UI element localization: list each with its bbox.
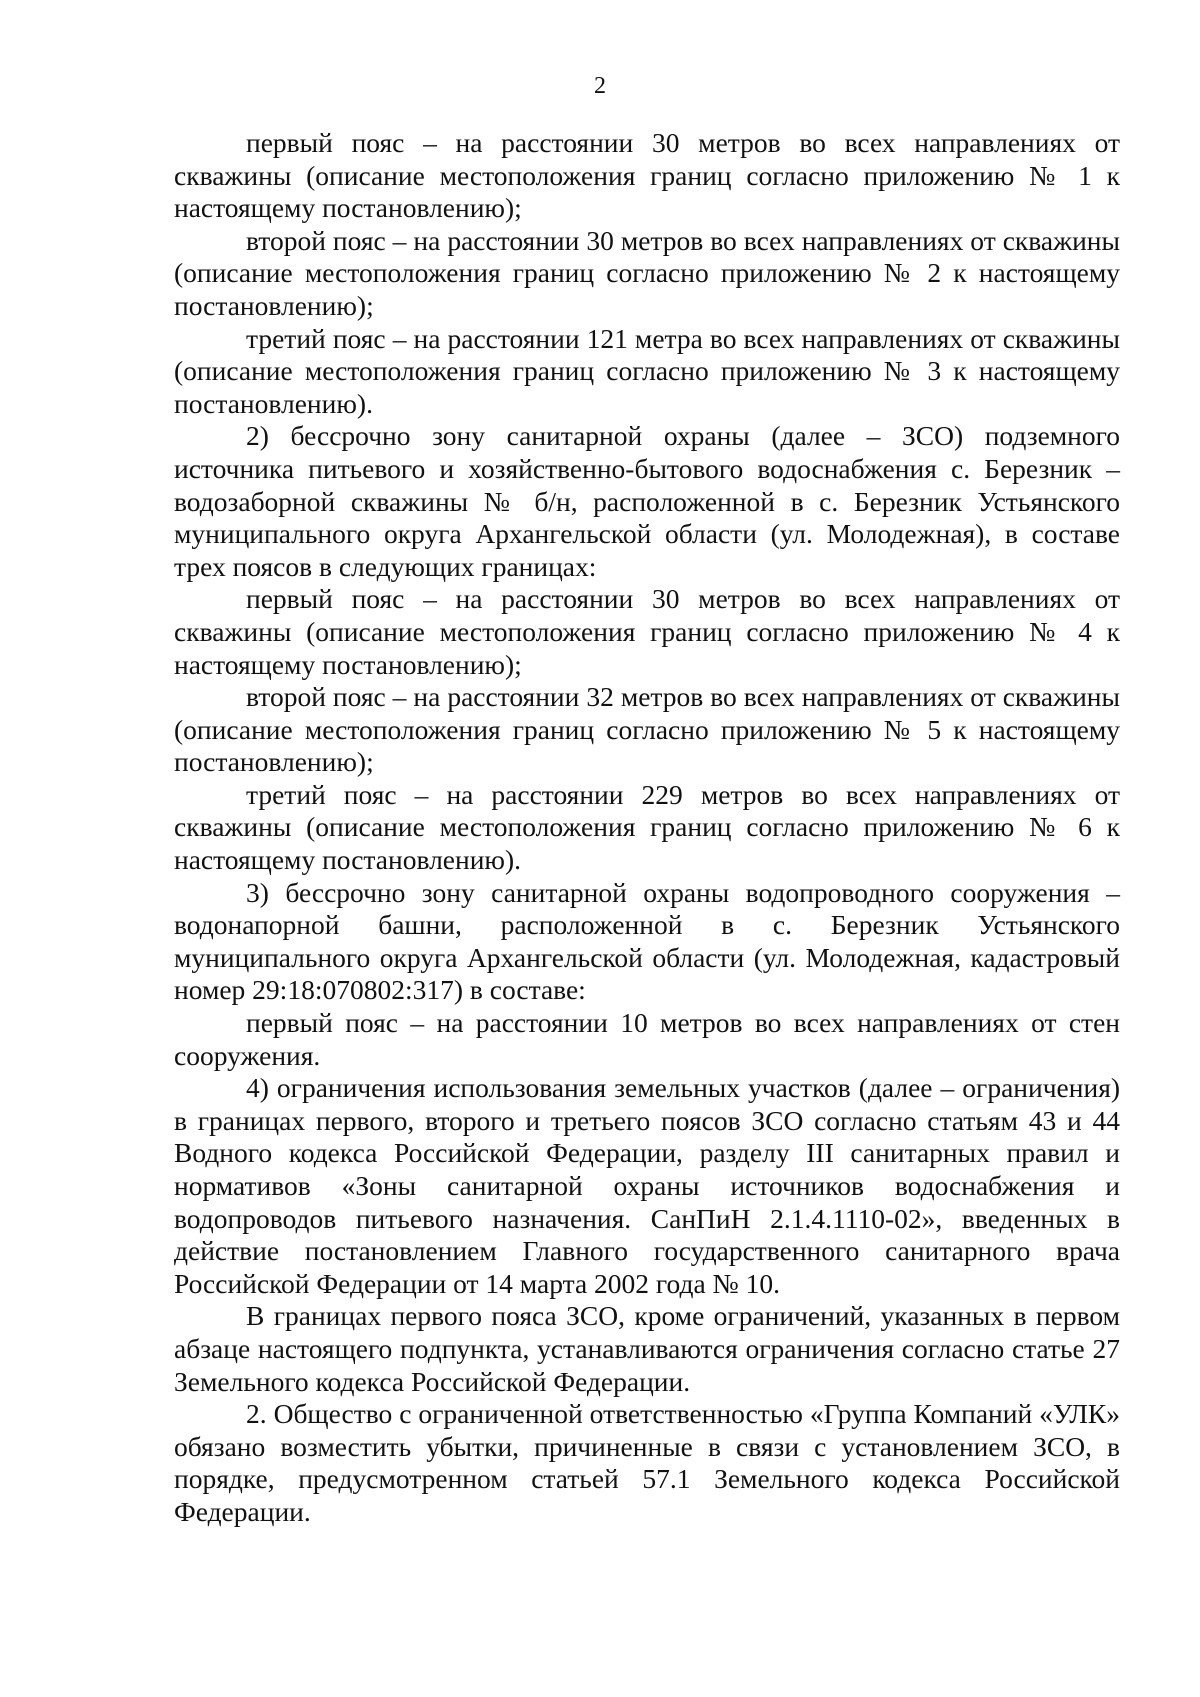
paragraph-first-zone-3: первый пояс – на расстоянии 10 метров во всех направлениях от стен сооружения.: [174, 1007, 1120, 1071]
page-number: 2: [594, 73, 606, 99]
paragraph-third-zone-2: третий пояс – на расстоянии 229 метров во всех направлениях от скважины (описание местоположения границ согласно приложению № 6 к настоящему постановлению).: [174, 778, 1120, 876]
paragraph-second-zone-1: второй пояс – на расстоянии 30 метров во всех направлениях от скважины (описание местоположения границ согласно приложению № 2 к настоящему постановлению);: [174, 224, 1120, 321]
paragraph-first-zone-1: первый пояс – на расстоянии 30 метров во всех направлениях от скважины (описание местоположения границ согласно приложению № 1 к настоящему постановлению);: [174, 127, 1120, 224]
paragraph-second-zone-2: второй пояс – на расстоянии 32 метров во всех направлениях от скважины (описание местоположения границ согласно приложению № 5 к настоящему постановлению);: [174, 681, 1120, 778]
document-body: [174, 127, 1120, 1529]
paragraph-first-zone-2: первый пояс – на расстоянии 30 метров во всех направлениях от скважины (описание местоположения границ согласно приложению № 4 к настоящему постановлению);: [174, 583, 1120, 680]
paragraph-section-2: 2. Общество с ограниченной ответственностью «Группа Компаний «УЛК» обязано возместить убытки, причиненные в связи с установлением ЗСО, в порядке, предусмотренном статьей 57.1 Земельного кодекса Российской Федерации.: [174, 1398, 1120, 1527]
paragraph-item-2: 2) бессрочно зону санитарной охраны (далее – ЗСО) подземного источника питьевого и хозяйственно-бытового водоснабжения с. Березник – водозаборной скважины № б/н, расположенной в с. Березник Устьянского муниципального округа Архангельской области (ул. Молодежная), в составе трех поясов в следующих границах:: [174, 420, 1120, 582]
paragraph-item-3: 3) бессрочно зону санитарной охраны водопроводного сооружения – водонапорной башни, расположенной в с. Березник Устьянского муниципального округа Архангельской области (ул. Молодежная, кадастровый номер 29:18:070802:317) в составе:: [174, 876, 1120, 1006]
paragraph-item-4: 4) ограничения использования земельных участков (далее – ограничения) в границах первого, второго и третьего поясов ЗСО согласно статьям 43 и 44 Водного кодекса Российской Федерации, разделу III санитарных правил и нормативов «Зоны санитарной охраны источников водоснабжения и водопроводов питьевого назначения. СанПиН 2.1.4.1110-02», введенных в действие постановлением Главного государственного санитарного врача Российской Федерации от 14 марта 2002 года № 10.: [174, 1072, 1120, 1299]
paragraph-zone-restrictions: В границах первого пояса ЗСО, кроме ограничений, указанных в первом абзаце настоящего подпункта, устанавливаются ограничения согласно статье 27 Земельного кодекса Российской Федерации.: [174, 1300, 1120, 1397]
paragraph-third-zone-1: третий пояс – на расстоянии 121 метра во всех направлениях от скважины (описание местоположения границ согласно приложению № 3 к настоящему постановлению).: [174, 322, 1120, 419]
